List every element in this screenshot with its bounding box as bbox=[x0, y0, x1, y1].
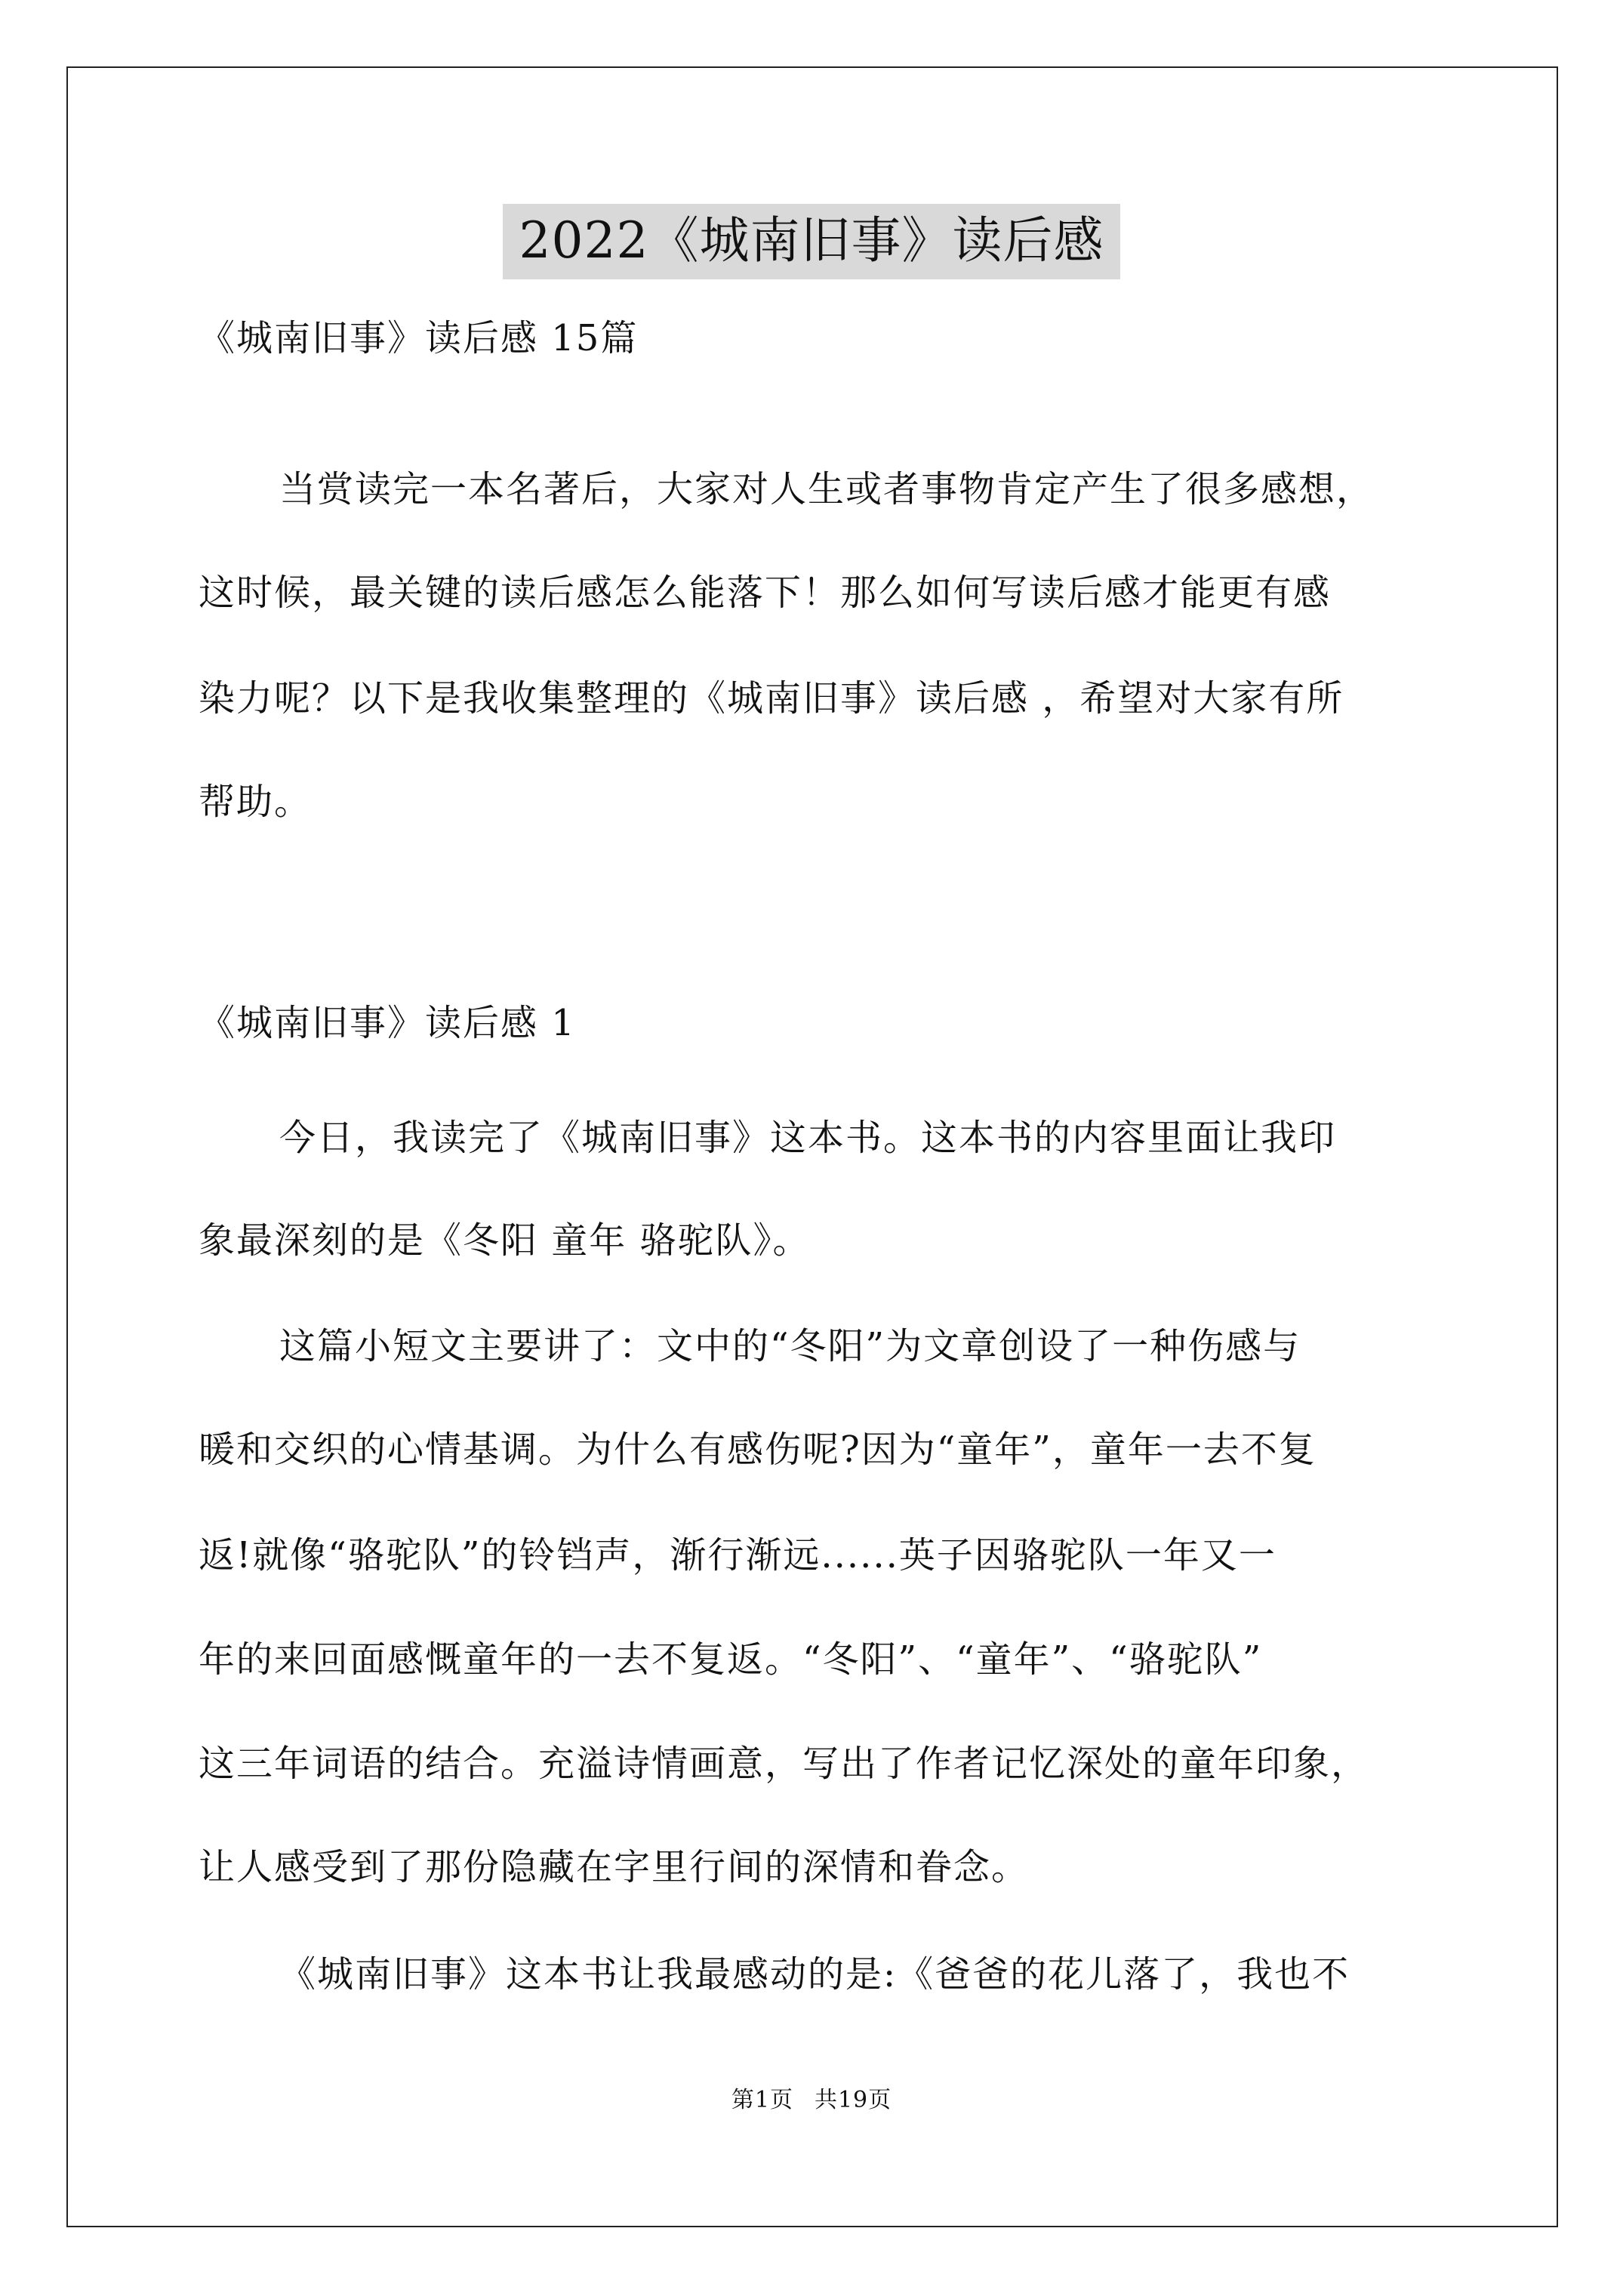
title-container bbox=[0, 204, 1623, 279]
section1-para2-line-5: 这三年词语的结合。充溢诗情画意，写出了作者记忆深处的童年印象， bbox=[199, 1743, 1369, 1785]
section1-para3-line-1: 《城南旧事》这本书让我最感动的是:《爸爸的花儿落了，我也不 bbox=[279, 1953, 1350, 1996]
intro-line-2: 这时候，最关键的读后感怎么能落下！那么如何写读后感才能更有感 bbox=[199, 572, 1332, 614]
intro-line-4: 帮助。 bbox=[199, 781, 313, 823]
page-number: 第1页 bbox=[731, 2087, 793, 2113]
section1-para2-line-4: 年的来回面感慨童年的一去不复返。“冬阳”、“童年”、“骆驼队” bbox=[199, 1638, 1263, 1681]
section-heading: 《城南旧事》读后感 1 bbox=[199, 1002, 576, 1044]
page-footer bbox=[0, 2085, 1623, 2116]
section1-para2-line-2: 暖和交织的心情基调。为什么有感伤呢?因为“童年”，童年一去不复 bbox=[199, 1428, 1317, 1471]
document-title: 2022《城南旧事》读后感 bbox=[503, 204, 1121, 279]
section1-para2-line-3: 返!就像“骆驼队”的铃铛声，渐行渐远......英子因骆驼队一年又一 bbox=[199, 1534, 1277, 1576]
page-total: 共19页 bbox=[814, 2087, 892, 2113]
intro-line-3: 染力呢？以下是我收集整理的《城南旧事》读后感 ，希望对大家有所 bbox=[199, 677, 1344, 720]
document-subtitle: 《城南旧事》读后感 15篇 bbox=[199, 317, 639, 359]
section1-para2-line-6: 让人感受到了那份隐藏在字里行间的深情和眷念。 bbox=[199, 1846, 1030, 1888]
section1-para1-line-2: 象最深刻的是《冬阳 童年 骆驼队》。 bbox=[199, 1219, 811, 1262]
intro-line-1: 当赏读完一本名著后，大家对人生或者事物肯定产生了很多感想， bbox=[279, 468, 1375, 510]
section1-para1-line-1: 今日，我读完了《城南旧事》这本书。这本书的内容里面让我印 bbox=[279, 1117, 1337, 1159]
section1-para2-line-1: 这篇小短文主要讲了：文中的“冬阳”为文章创设了一种伤感与 bbox=[279, 1325, 1301, 1367]
